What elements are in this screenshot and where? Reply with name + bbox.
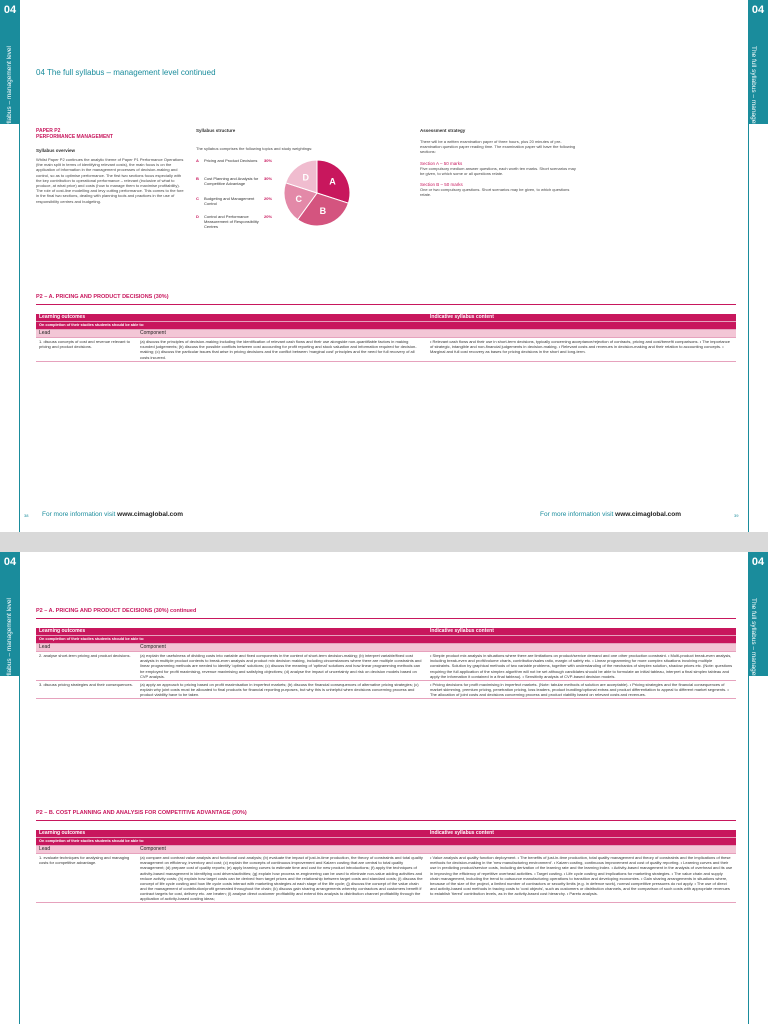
footer-link-right[interactable]: www.cimaglobal.com xyxy=(615,511,681,518)
pie-label-a: A xyxy=(329,176,336,187)
col-blank xyxy=(427,330,736,338)
table-a xyxy=(36,314,736,362)
section-b-text: One or two compulsory questions. Short scenarios may be given, to which questions relate. xyxy=(420,187,570,198)
table-row xyxy=(36,854,736,903)
page-number-right: 39 xyxy=(734,513,739,518)
pie-label-d: D xyxy=(302,172,309,183)
chapter-number-right-2: 04 xyxy=(748,552,768,572)
footer-text: For more information visit xyxy=(42,511,116,518)
tab-line-right-2 xyxy=(748,552,749,1024)
col-lead: Lead xyxy=(36,330,137,338)
structure-row-text: Budgeting and Management Control xyxy=(204,196,255,207)
table-b-title: P2 – B. COST PLANNING AND ANALYSIS FOR COMPETITIVE ADVANTAGE (30%) xyxy=(36,810,247,816)
weighting-pie-chart xyxy=(282,158,352,228)
structure-row xyxy=(196,196,278,206)
tab-line-left-2 xyxy=(19,552,20,1024)
section-a-title: Section A – 50 marks xyxy=(420,160,463,166)
col-blank-2 xyxy=(427,644,736,652)
tab-line-right xyxy=(748,0,749,532)
header-learning-outcomes-2: Learning outcomes xyxy=(36,628,427,636)
overview-title: Syllabus overview xyxy=(36,148,76,153)
footer-text-right: For more information visit xyxy=(540,511,614,518)
structure-row-percent: 30% xyxy=(264,176,273,181)
assessment-title: Assessment strategy xyxy=(420,128,466,133)
row-content: • Value analysis and quality function deployment. • The benefits of just-in-time production, total quality management and theory of constraints and the implications of these methods for decision-making in the 'new manufacturing environment'. • Kaizen costing, continuous improvement and cost of quality reporting. • Learning curves and their use in predicting product/service costs, including derivation of the learning rate and the learning index. • Activity-based management in the analysis of overhead and its use in improving the efficiency of repetitive overhead activities. • Target costing. • Life cycle costing and implications for marketing strategies. • The value chain and supply chain management, including the trend to outsource manufacturing operations to transition and developing economies. • Gain sharing arrangements in situations where, because of the size of the project, a limited number of contractors or security limits (e.g. in defence work), normal competitive pressures do not apply. • The use of direct and activity-based cost methods in tracing costs to 'cost objects', such as customers or distribution channels, and the comparison of such costs with appropriate revenues to establish 'tiered' contribution levels, as in the activity-based cost hierarchy. • Pareto analysis. xyxy=(427,854,736,903)
col-component: Component xyxy=(137,330,427,338)
row-content: • Relevant cash flows and their use in short-term decisions, typically concerning acceptance/rejection of contracts, pricing and cost/benefit comparisons. • The importance of strategic, intangible and non-financial judgements in decision-making. • Relevant costs and revenues in decision-making and their relation to accounting concepts. • Marginal and full cost recovery as bases for pricing decisions in the short and long-term. xyxy=(427,338,736,361)
row-lead: 1. evaluate techniques for analysing and managing costs for competitive advantage. xyxy=(36,854,137,903)
col-component-3: Component xyxy=(137,846,427,854)
row-lead: 2. analyse short-term pricing and product decisions. xyxy=(36,652,137,680)
structure-row xyxy=(196,158,278,163)
structure-row-text: Cost Planning and Analysis for Competitive Advantage xyxy=(204,176,259,187)
structure-row-percent: 20% xyxy=(264,214,273,219)
footer-right xyxy=(540,511,681,518)
chapter-tab-right xyxy=(748,0,768,153)
structure-row-letter: B xyxy=(196,176,199,181)
header-indicative-content-3: Indicative syllabus content xyxy=(427,830,736,838)
col-lead-2: Lead xyxy=(36,644,137,652)
row-lead: 1. discuss concepts of cost and revenue relevant to pricing and product decisions. xyxy=(36,338,137,361)
col-component-2: Component xyxy=(137,644,427,652)
table-b-rule xyxy=(36,820,736,821)
page-spread-2 xyxy=(0,552,768,1024)
chapter-number-2: 04 xyxy=(0,552,20,572)
assessment-text: There will be a written examination paper of three hours, plus 20 minutes of pre-examination question paper reading time. The examination paper will have the following sections: xyxy=(420,139,576,155)
chapter-tab-label-right: The full syllabus – management level xyxy=(750,46,757,153)
header-learning-outcomes-3: Learning outcomes xyxy=(36,830,427,838)
header-blank xyxy=(427,322,736,330)
chapter-tab-left-2 xyxy=(0,552,20,705)
header-blank-2 xyxy=(427,636,736,644)
row-component: (a) discuss the principles of decision-making including the identification of relevant cash flows and their use alongside non-quantifiable factors in making rounded judgements; (b) discuss the possible conflicts between cost accounting for profit reporting and stock valuation and information required for decision-making; (c) discuss the particular issues that arise in pricing decisions and the conflict between 'marginal cost' principles and the need for full recovery of all costs incurred. xyxy=(137,338,427,361)
section-b-title: Section B – 50 marks xyxy=(420,182,463,188)
header-lo-sub-3: On completion of their studies students should be able to: xyxy=(36,838,427,846)
footer-left xyxy=(42,511,183,518)
footer-link[interactable]: www.cimaglobal.com xyxy=(117,511,183,518)
structure-row-letter: D xyxy=(196,214,199,219)
header-lo-sub-2: On completion of their studies students should be able to: xyxy=(36,636,427,644)
chapter-number-right: 04 xyxy=(748,0,768,20)
table-a-title: P2 – A. PRICING AND PRODUCT DECISIONS (30%) xyxy=(36,294,169,300)
header-lo-sub: On completion of their studies students should be able to: xyxy=(36,322,427,330)
table-a-continued xyxy=(36,628,736,699)
table-row xyxy=(36,338,736,361)
page-number-left: 38 xyxy=(24,513,29,518)
structure-row-percent: 30% xyxy=(264,158,273,163)
chapter-tab-left xyxy=(0,0,20,153)
chapter-number: 04 xyxy=(0,0,20,20)
header-indicative-content: Indicative syllabus content xyxy=(427,314,736,322)
row-component: (a) explain the usefulness of dividing costs into variable and fixed components in the context of short-term decision-making; (b) interpret variable/fixed cost analysis in multiple product contexts to break-even analysis and product mix decision making, including circumstances where there are multiple constraints and linear programming methods are needed to identify 'optimal' solutions; (c) discuss the meaning of 'optimal' solutions and how linear programming methods can be employed for profit maximising, revenue maximising and satisfying objectives; (d) analyse the impact of uncertainty and risk on decision models based on CVP analysis. xyxy=(137,652,427,680)
structure-row-letter: C xyxy=(196,196,199,201)
chapter-tab-label-right-2: The full syllabus – management level xyxy=(750,598,757,705)
row-component: (a) apply an approach to pricing based on profit maximisation in imperfect markets; (b) discuss the financial consequences of alternative pricing strategies; (c) explain why joint costs must be allocated to final products for financial reporting purposes, but why this is unhelpful when decisions concerning process and product viability have to be taken. xyxy=(137,680,427,698)
row-content: • Pricing decisions for profit maximising in imperfect markets. (Note: tabular methods of solution are acceptable). • Pricing strategies and the financial consequences of market skimming, premium pricing, penetration pricing, loss leaders, product bundling/optional extras and product differentiation to appeal to different market segments. • The allocation of joint costs and decisions concerning process and product viability based on relevant costs and revenues. xyxy=(427,680,736,698)
structure-intro: The syllabus comprises the following topics and study weightings: xyxy=(196,146,313,151)
structure-row-text: Pricing and Product Decisions xyxy=(204,158,258,163)
col-blank-3 xyxy=(427,846,736,854)
table-row xyxy=(36,680,736,698)
row-component: (a) compare and contrast value analysis and functional cost analysis; (b) evaluate the impact of just-in-time production, the theory of constraints and total quality management on efficiency, inventory and cost; (c) explain the concepts of continuous improvement and Kaizen costing that are central to total quality management; (d) prepare cost of quality reports; (e) apply learning curves to estimate time and cost for new product introductions; (f) apply the techniques of activity-based management in identifying cost drivers/activities; (g) explain how process re-engineering can be used to eliminate non-value adding activities and reduce activity costs; (h) explain how target costs can be derived from target prices and the relationship between target costs and standard costs; (i) discuss the concept of life cycle costing and how life cycle costs interact with marketing strategies at each stage of the life cycle; (j) discuss the concept of the value chain and the management of contribution/profit generated throughout the chain; (k) discuss gain sharing arrangements whereby contractors and customers benefit if contract targets for cost, delivery etc. are beaten; (l) analyse direct customer profitability and extend this analysis to distribution channel profitability through the application of activity-based costing ideas; xyxy=(137,854,427,903)
table-a-cont-title: P2 – A. PRICING AND PRODUCT DECISIONS (30%) continued xyxy=(36,608,197,614)
table-b xyxy=(36,830,736,903)
paper-label: PAPER P2 xyxy=(36,128,61,134)
paper-title: PERFORMANCE MANAGEMENT xyxy=(36,134,113,140)
structure-title: Syllabus structure xyxy=(196,128,236,133)
chapter-tab-label-2: The full syllabus – management level xyxy=(6,598,13,705)
structure-row xyxy=(196,176,278,186)
structure-row-percent: 20% xyxy=(264,196,273,201)
chapter-tab-label: The full syllabus – management level xyxy=(6,46,13,153)
table-a-rule xyxy=(36,304,736,305)
assessment-column xyxy=(420,128,580,197)
structure-row xyxy=(196,214,278,230)
pie-label-b: B xyxy=(319,206,327,217)
tab-line-left xyxy=(19,0,20,532)
overview-column xyxy=(36,128,186,204)
header-blank-3 xyxy=(427,838,736,846)
row-content: • Simple product mix analysis in situations where there are limitations on product/service demand and one other production constraint. • Multi-product break-even analysis, including break-even and profit/volume charts, contribution/sales ratio, margin of safety etc. • Linear programming for more complex situations involving multiple constraints. Solution by graphical methods of two variable problems, together with understanding of the mechanics of simplex solution, shadow prices etc. (Note: questions requiring the full application of the simplex algorithm will not be set although candidates should be able to formulate an initial tableau, interpret a final simplex tableau and apply the information it contained in a final tableau). • Sensitivity analysis of CVP-based decision models. xyxy=(427,652,736,680)
structure-row-text: Control and Performance Measurement of Responsibility Centres xyxy=(204,214,259,230)
chapter-tab-right-2 xyxy=(748,552,768,705)
table-row xyxy=(36,652,736,680)
header-learning-outcomes: Learning outcomes xyxy=(36,314,427,322)
overview-text: Whilst Paper P2 continues the analytic theme of Paper P1 Performance Operations (the main split in terms of identifying relevant costs), the main focus is on the application of information in the management processes of decision-making and control, so as to optimise performance. The first two sections focus especially with the key contribution to operational performance – relevant (inclusive of what to produce, at what price) and costs (how to manage them to maximise profitability). The role of cost-line modelling and levy cutting performance. This comes to the fore in the final two sections, dealing with planning tools and practices in the use of responsibility centres and budgeting. xyxy=(36,157,184,204)
row-lead: 3. discuss pricing strategies and their consequences. xyxy=(36,680,137,698)
table-a-cont-rule xyxy=(36,618,736,619)
pie-label-c: C xyxy=(295,193,303,204)
page-heading: 04 The full syllabus – management level continued xyxy=(36,68,216,77)
col-lead-3: Lead xyxy=(36,846,137,854)
structure-row-letter: A xyxy=(196,158,199,163)
header-indicative-content-2: Indicative syllabus content xyxy=(427,628,736,636)
section-a-text: Five compulsory medium answer questions, each worth ten marks. Short scenarios may be given, to which some or all questions relate. xyxy=(420,165,576,176)
